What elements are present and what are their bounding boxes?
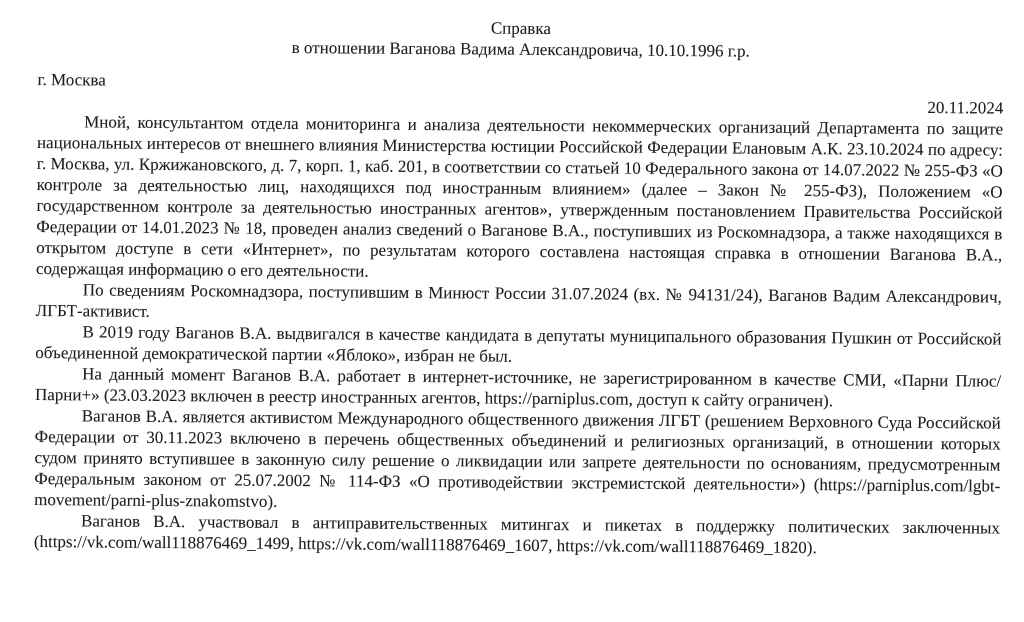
doc-city: г. Москва: [37, 69, 106, 90]
doc-date: 20.11.2024: [927, 97, 1004, 118]
doc-paragraph-roskomnadzor: По сведениям Роскомнадзора, поступившим в Минюст России 31.07.2024 (вх. № 94131/24), Ваганов Вадим Александрович, ЛГБТ-активист.: [35, 280, 1002, 321]
doc-paragraph-movement: Ваганов В.А. является активистом Международного общественного движения ЛГБТ (решением Верховного Суда Российской Федерации от 30.11.2023 включено в перечень общественных объединений и религиозных организаций, в отношении которых судом принято вступившее в законную силу решение о ликвидации или запрете деятельности по основаниям, предусмотренным Федеральным законом от 25.07.2002 № 114-ФЗ «О противодействии экстремистской деятельности») (https://parniplus.com/lgbt-movement/parni-plus-znakomstvo).: [34, 406, 1001, 511]
document-body: [34, 14, 1004, 560]
doc-paragraph-candidate-2019: В 2019 году Ваганов В.А. выдвигался в качестве кандидата в депутаты муниципального образования Пушкин от Российской объединенной демократической партии «Яблоко», избран не был.: [35, 322, 1002, 366]
doc-title: Справка: [490, 18, 552, 39]
doc-paragraph-intro: Мной, консультантом отдела мониторинга и анализа деятельности некоммерческих организаций Департамента по защите национальных интересов от внешнего влияния Министерства юстиции Российской Федерации Елановым А.К. 23.10.2024 по адресу: г. Москва, ул. Кржижановского, д. 7, корп. 1, каб. 201, в соответствии со статьей 10 Федерального закона от 14.07.2022 № 255-ФЗ «О контроле за деятельностью лиц, находящихся под иностранным влиянием» (далее – Закон № 255-ФЗ), Положением «О государственном контроле за деятельностью иностранных агентов», утвержденным постановлением Правительства Российской Федерации от 14.01.2023 № 18, проведен анализ сведений о Ваганове В.А., поступивших из Роскомнадзора, а также находящихся в открытом доступе в сети «Интернет», по результатам которого составлена настоящая справка в отношении Ваганова В.А., содержащая информацию о его деятельности.: [35, 112, 1004, 281]
doc-paragraph-current-work: На данный момент Ваганов В.А. работает в интернет-источнике, не зарегистрированном в качестве СМИ, «Парни Плюс/Парни+» (23.03.2023 включен в реестр иностранных агентов, https://parniplus.com, доступ к сайту ограничен).: [34, 364, 1002, 411]
doc-subtitle: в отношении Ваганова Вадима Александровича, 10.10.1996 г.р.: [291, 37, 750, 61]
doc-paragraph-rallies: Ваганов В.А. участвовал в антиправительственных митингах и пикетах в поддержку политических заключенных (https://vk.com/wall118876469_1499, https://vk.com/wall118876469_1607, https://vk.com/wall118876469_1820).: [33, 511, 1001, 558]
